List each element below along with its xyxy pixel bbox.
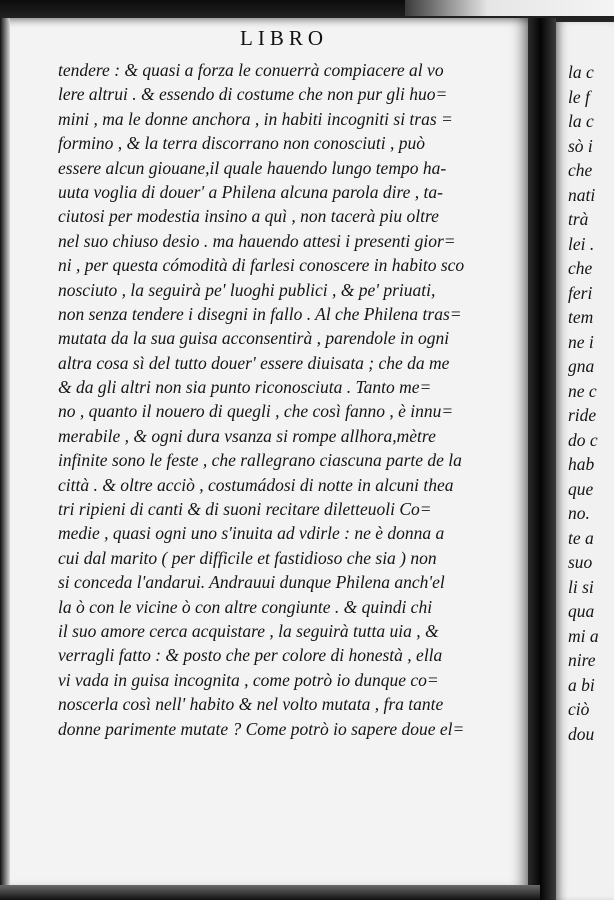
text-line: verragli fatto : & posto che per colore di honestà , ella — [58, 645, 443, 666]
text-fragment: hab — [568, 454, 595, 474]
text-line: essere alcun giouane,il quale hauendo lungo tempo ha- — [58, 157, 447, 178]
text-line: il suo amore cerca acquistare , la seguirà tutta uia , & — [58, 620, 439, 641]
text-line: ciutosi per modestia insino a quì , non tacerà piu oltre — [58, 206, 439, 227]
text-fragment: mi a — [568, 625, 599, 646]
text-fragment: la c — [568, 111, 594, 131]
text-fragment: lei . — [568, 233, 595, 254]
text-line: tendere : & quasi a forza le conuerrà compiacere al vo — [58, 60, 444, 80]
text-line: la ò con le vicine ò con altre congiunte . & quindi chi — [58, 596, 433, 617]
left-page-edge — [0, 18, 10, 888]
text-fragment: do c — [568, 429, 598, 450]
text-fragment: la c — [568, 62, 594, 82]
text-line: cui dal marito ( per difficile et fastidioso che sia ) non — [58, 547, 437, 568]
text-fragment: ne c — [568, 380, 597, 401]
text-line: non senza tendere i disegni in fallo . Al che Philena tras= — [58, 303, 462, 324]
right-page-text — [568, 60, 614, 746]
text-line: uuta voglia di douer' a Philena alcuna parola dire , ta- — [58, 181, 443, 202]
bottom-shadow — [0, 885, 540, 900]
text-fragment: dou — [568, 723, 595, 744]
text-line: città . & oltre acciò , costumádosi di notte in alcuni thea — [58, 474, 454, 495]
text-line: mini , ma le donne anchora , in habiti incogniti si tras = — [58, 108, 453, 129]
text-fragment: te a — [568, 527, 594, 548]
text-fragment: feri — [568, 282, 593, 303]
text-fragment: gna — [568, 356, 595, 376]
text-line: donne parimente mutate ? Come potrò io sapere doue el= — [58, 718, 465, 739]
text-fragment: che — [568, 160, 593, 180]
text-fragment: che — [568, 258, 593, 278]
text-line: si conceda l'andarui. Andrauui dunque Philena anch'el — [58, 572, 445, 593]
text-fragment: nire — [568, 650, 596, 670]
text-fragment: ciò — [568, 699, 590, 719]
text-line: formino , & la terra discorrano non conosciuti , può — [58, 133, 426, 154]
text-line: medie , quasi ogni uno s'inuita ad vdirle : ne è donna a — [58, 523, 445, 544]
text-fragment: nati — [568, 184, 596, 205]
text-line: nosciuto , la seguirà pe' luoghi publici , & pe' priuati, — [58, 279, 436, 300]
text-fragment: le f — [568, 86, 590, 107]
text-fragment: sò i — [568, 135, 593, 156]
running-title: LIBRO — [240, 26, 328, 50]
text-line: altra cosa sì del tutto douer' essere diuisata ; che da me — [58, 352, 450, 373]
text-fragment: ne i — [568, 331, 594, 352]
text-fragment: trà — [568, 209, 589, 229]
text-fragment: li si — [568, 576, 594, 597]
book-gutter — [528, 18, 556, 900]
text-line: nel suo chiuso desio . ma hauendo attesi i presenti gior= — [58, 230, 456, 251]
text-line: infinite sono le feste , che rallegrano ciascuna parte de la — [58, 450, 462, 471]
text-line: vi vada in guisa incognita , come potrò io dunque co= — [58, 669, 439, 690]
text-fragment: que — [568, 478, 594, 499]
text-fragment: suo — [568, 552, 593, 572]
text-line: ni , per questa cómodità di farlesi conoscere in habito sco — [58, 255, 465, 276]
text-fragment: ride — [568, 405, 597, 425]
text-line: & da gli altri non sia punto riconosciuta . Tanto me= — [58, 377, 432, 398]
text-fragment: tem — [568, 307, 594, 327]
text-line: no , quanto il nouero di quegli , che così fanno , è innu= — [58, 401, 454, 422]
left-page-text — [58, 58, 513, 741]
text-line: merabile , & ogni dura vsanza si rompe allhora,mètre — [58, 425, 436, 446]
text-fragment: qua — [568, 601, 595, 621]
text-fragment: a bi — [568, 674, 595, 695]
text-line: noscerla così nell' habito & nel volto mutata , fra tante — [58, 694, 444, 715]
text-line: tri ripieni di canti & di suoni recitare diletteuoli Co= — [58, 499, 432, 520]
text-fragment: no. — [568, 503, 590, 523]
text-line: mutata da la sua guisa acconsentirà , parendole in ogni — [58, 328, 450, 349]
text-line: lere altrui . & essendo di costume che non pur gli huo= — [58, 84, 448, 105]
